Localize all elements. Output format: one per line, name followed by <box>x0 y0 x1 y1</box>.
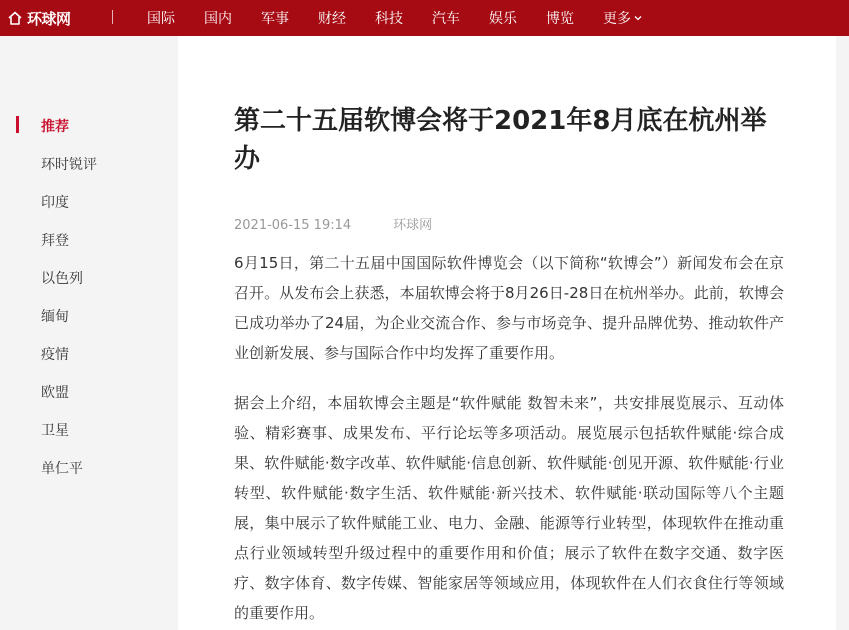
nav-more-dropdown[interactable] <box>603 8 642 28</box>
page-gutter <box>836 36 849 630</box>
site-logo[interactable] <box>7 7 71 29</box>
logo-text: 环球网 <box>27 9 71 28</box>
sidebar-item-biden[interactable]: 拜登 <box>41 233 69 249</box>
article-title: 第二十五届软博会将于2021年8月底在杭州举办 <box>234 106 767 174</box>
article-panel <box>178 36 836 630</box>
article-source[interactable]: 环球网 <box>393 218 433 233</box>
sidebar-item-recommended[interactable]: 推荐 <box>41 119 69 135</box>
nav-item-technology[interactable]: 科技 <box>375 11 403 27</box>
nav-more-label: 更多 <box>603 11 631 27</box>
nav-item-entertainment[interactable]: 娱乐 <box>489 11 517 27</box>
sidebar-item-global-times-comment[interactable]: 环时锐评 <box>41 157 97 173</box>
sidebar-item-india[interactable]: 印度 <box>41 195 69 211</box>
home-icon <box>7 10 23 26</box>
nav-item-auto[interactable]: 汽车 <box>432 11 460 27</box>
nav-item-domestic[interactable]: 国内 <box>204 11 232 27</box>
sidebar-item-satellite[interactable]: 卫星 <box>41 423 69 439</box>
article-paragraph: 6月15日，第二十五届中国国际软件博览会（以下简称“软博会”）新闻发布会在京召开。从发布会上获悉，本届软博会将于8月26日-28日在杭州举办。此前，软博会已成功举办了24届，为企业交流合作、参与市场竞争、提升品牌优势、推动软件产业创新发展、参与国际合作中均发挥了重要作用。 <box>234 254 784 362</box>
publish-date: 2021-06-15 19:14 <box>234 218 352 233</box>
main-nav <box>147 0 642 36</box>
sidebar-item-dan-renping[interactable]: 单仁平 <box>41 461 83 477</box>
channel-sidebar <box>0 36 178 630</box>
top-navigation-bar <box>0 0 849 36</box>
nav-item-international[interactable]: 国际 <box>147 11 175 27</box>
article-meta <box>234 214 432 233</box>
article-paragraph: 据会上介绍，本届软博会主题是“软件赋能 数智未来”，共安排展览展示、互动体验、精彩赛事、成果发布、平行论坛等多项活动。展览展示包括软件赋能·综合成果、软件赋能·数字改革、软件赋能·信息创新、软件赋能·创见开源、软件赋能·行业转型、软件赋能·数字生活、软件赋能·新兴技术、软件赋能·联动国际等八个主题展，集中展示了软件赋能工业、电力、金融、能源等行业转型，体现软件在推动重点行业领域转型升级过程中的重要作用和价值；展示了软件在数字交通、数字医疗、数字体育、数字传媒、智能家居等领域应用，体现软件在人们衣食住行等领域的重要作用。 <box>234 394 784 622</box>
header-divider <box>112 10 113 24</box>
nav-item-military[interactable]: 军事 <box>261 11 289 27</box>
active-indicator <box>16 116 19 133</box>
sidebar-item-epidemic[interactable]: 疫情 <box>41 347 69 363</box>
chevron-down-icon <box>634 14 642 22</box>
sidebar-item-eu[interactable]: 欧盟 <box>41 385 69 401</box>
sidebar-item-myanmar[interactable]: 缅甸 <box>41 309 69 325</box>
sidebar-item-israel[interactable]: 以色列 <box>41 271 83 287</box>
nav-item-expo[interactable]: 博览 <box>546 11 574 27</box>
nav-item-finance[interactable]: 财经 <box>318 11 346 27</box>
